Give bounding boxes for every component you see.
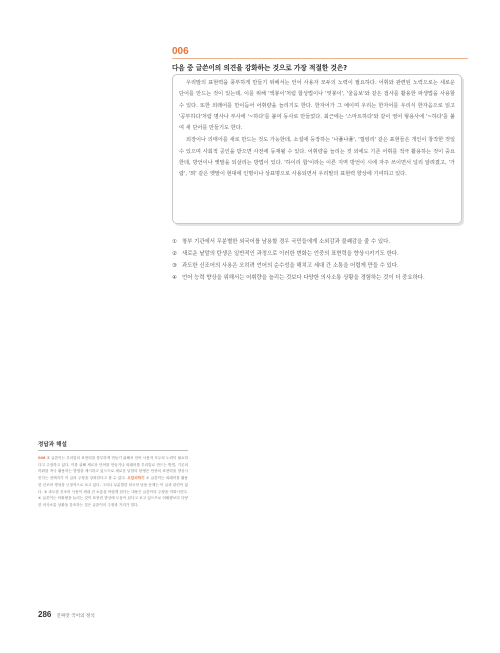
choice-1-mark: ① [172, 239, 177, 245]
passage-box [172, 74, 462, 224]
passage-paragraph-1: 우리말의 표현력을 풍부하게 만들기 위해서는 언어 사용자 모두의 노력이 필요하다. 어휘와 관련된 노력으로는 새로운 단어를 만드는 것이 있는데, 이를 위해 '액봉이'처럼 합성법이나 '엿봉이', '울음보'와 같은 접사를 활용한 파생법을 사용할 수 있다. 또한 외래어를 만이듬어 어휘량을 늘리기도 한다. 한자어가 그 예이며 우리는 한자어를 우리식 한자음으로 읽고 '공부하다'처럼 명사나 부사에 '~하다'를 붙여 동사로 만들었다. 최근에는 '스마트하다'와 같이 영어 형용사에 '~하다'를 붙여 새 단어를 만들기도 한다. [179, 80, 455, 132]
page-footer [38, 610, 95, 619]
choice-4 [172, 272, 472, 284]
choice-1 [172, 236, 472, 248]
choice-2-text: 새로운 낱말의 탄생은 일반적인 과정으로 이러한 변화는 언중의 표현력을 향상시키기도 한다. [182, 251, 399, 257]
choice-2 [172, 248, 472, 260]
passage-paragraph-2: 외장이나 의태어를 새로 만드는 것도 가능한데, 소설에 등장하는 '나풀나풀', '껄렁리' 같은 표현들은 개인이 창작한 것일 수 있으며 사회적 공인을 받으면 사전에 등재될 수 있다. 어휘량을 늘리는 것 외에도 기존 어휘를 적극 활용하는 것이 중요한데, 방언이나 옛말을 되살리는 방법이 있다. '하이리 합'이라는 이른 지역 방언이 시에 자주 쓰이면서 널리 알려졌고, '가람', '뫼' 같은 옛말이 현대에 인명이나 상표명으로 사용되면서 우리말의 표현력 향상에 기여하고 있다. [179, 137, 455, 178]
choice-2-mark: ② [172, 251, 177, 257]
wrong-answer-label: 오답피하기 [127, 476, 145, 481]
answer-explanation-text: ② 글쓴이는 우리말의 표현력을 풍부하게 만들기 위해서 언어 사용자 모두의 노력이 필요하다고 주장하고 있다. 이를 위해 새로운 단어를 만들거나 외래어를 우리말로 만드는 방법, 기존의 어휘를 적극 활용하는 방법을 제시하고 있으므로 새로운 낱말의 탄생은 언중의 표현력을 향상시킨다는 선택지가 이 글의 주장을 강화한다고 볼 수 있다. [38, 456, 188, 481]
choice-3 [172, 260, 472, 272]
question-number: 006 [172, 46, 189, 57]
answer-explanation [38, 440, 188, 509]
answer-question-number: 006 [38, 456, 46, 460]
choice-4-mark: ④ [172, 275, 177, 281]
choice-3-text: 과도한 신조어의 사용은 오히려 언어의 순수성을 해치고 세대 간 소통을 어렵게 만들 수 있다. [182, 263, 399, 269]
question-divider [172, 58, 468, 59]
page-number: 286 [38, 610, 52, 619]
choice-3-mark: ③ [172, 263, 177, 269]
choice-4-text: 언어 능력 향상을 위해서는 어휘량을 늘리는 것보다 다양한 의사소통 상황을 경험하는 것이 더 중요하다. [182, 275, 425, 281]
choice-1-text: 창부 기관에서 무분별한 외국어를 남용할 경우 국민들에게 소외감과 불쾌감을 줄 수 있다. [182, 239, 391, 245]
wrong-answer-text: ① 글쓴이는 외래어를 활용한 신조어 생성을 긍정적으로 보고 있다. 그러나 무분별한 외국어 남용 문제는 이 글과 관련이 없다. ③ 과도한 신조어 사용이 세대 간 소통을 어렵게 한다는 내용은 글쓴이의 주장을 약화시킨다. ④ 글쓴이는 어휘량을 늘리는 것이 표현력 향상에 도움이 된다고 보고 있으므로 어휘량보다 다양한 의사소통 상황을 강조하는 것은 글쓴이의 주장과 거리가 멀다. [38, 476, 188, 507]
question-prompt: 다음 중 글쓴이의 의견을 강화하는 것으로 가장 적절한 것은? [172, 64, 348, 72]
book-title: 진짜맛 국어의 정석 [56, 614, 95, 619]
answer-choices [172, 236, 472, 284]
answer-body [38, 455, 188, 509]
answer-section-title: 정답과 해설 [38, 440, 188, 451]
